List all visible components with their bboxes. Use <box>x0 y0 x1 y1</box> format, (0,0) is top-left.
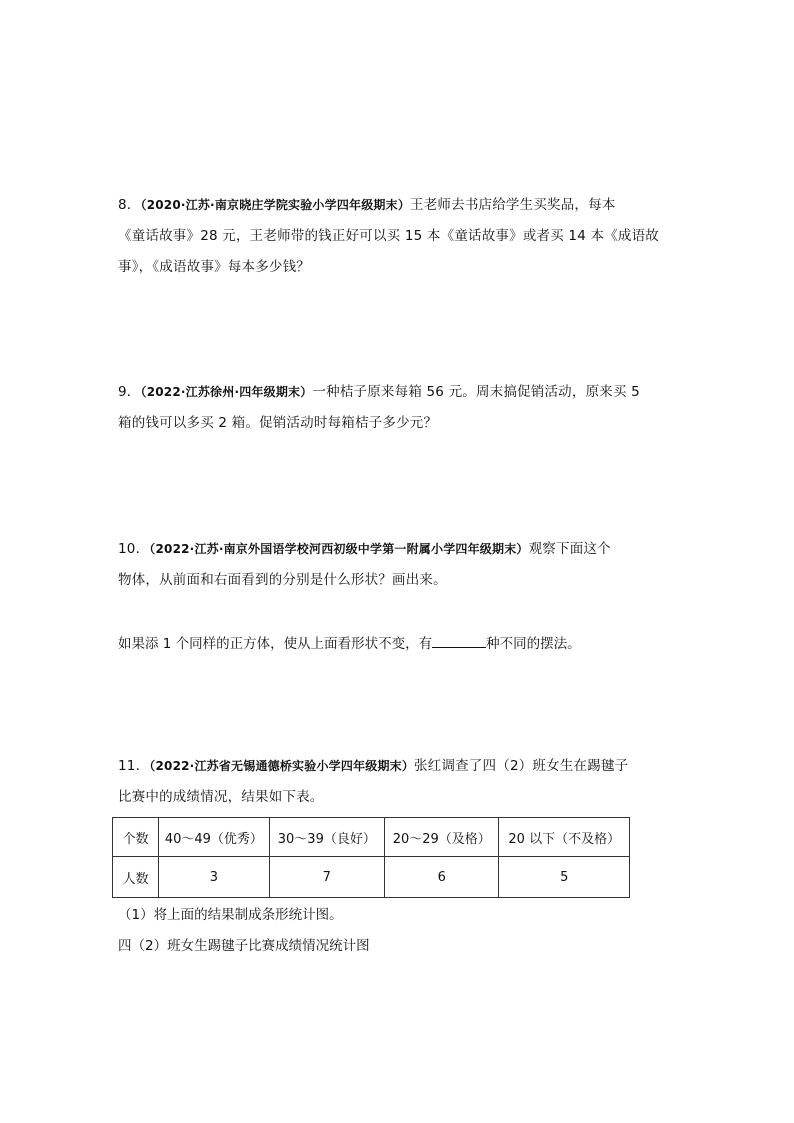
answer-blank[interactable] <box>432 633 486 648</box>
question-8-number: 8． <box>118 197 141 213</box>
question-8 <box>118 190 678 283</box>
table-header-cell: 30～39（良好） <box>269 818 384 857</box>
question-10-number: 10． <box>118 541 150 557</box>
question-9-number: 9． <box>118 384 141 400</box>
question-10-text-1: 观察下面这个 <box>528 541 611 557</box>
question-10 <box>118 534 678 596</box>
table-cell: 6 <box>385 857 499 898</box>
fill-text-before: 如果添 1 个同样的正方体，使从上面看形状不变，有 <box>118 636 433 652</box>
question-11 <box>118 751 678 813</box>
question-11-source: （2022·江苏省无锡通德桥实验小学四年级期末） <box>149 759 415 773</box>
question-9 <box>118 377 678 439</box>
table-header-cell: 40～49（优秀） <box>159 818 269 857</box>
question-9-source: （2022·江苏徐州·四年级期末） <box>140 385 313 399</box>
question-8-line-1 <box>118 190 678 221</box>
question-10-fill-line <box>118 630 581 658</box>
score-table <box>112 817 630 898</box>
question-11-line-1 <box>118 751 678 782</box>
question-9-line-2: 箱的钱可以多买 2 箱。促销活动时每箱桔子多少元？ <box>118 415 438 431</box>
question-11-line-2: 比赛中的成绩情况，结果如下表。 <box>118 789 324 805</box>
question-8-line-2: 《童话故事》28 元，王老师带的钱正好可以买 15 本《童话故事》或者买 14 本《成语故 <box>118 228 659 244</box>
fill-text-after: 种不同的摆法。 <box>486 636 581 652</box>
table-header-cell: 20 以下（不及格） <box>499 818 630 857</box>
question-10-line-2: 物体，从前面和右面看到的分别是什么形状？画出来。 <box>118 572 447 588</box>
question-8-text-1: 王老师去书店给学生买奖品，每本 <box>410 197 616 213</box>
question-10-line-1 <box>118 534 678 565</box>
question-9-text-1: 一种桔子原来每箱 56 元。周末搞促销活动，原来买 5 <box>312 384 640 400</box>
table-header-cell: 20～29（及格） <box>385 818 499 857</box>
table-cell: 人数 <box>113 857 159 898</box>
question-10-source: （2022·江苏·南京外国语学校河西初级中学第一附属小学四年级期末） <box>149 542 529 556</box>
table-header-row <box>113 818 630 857</box>
question-11-number: 11． <box>118 758 150 774</box>
table-row <box>113 857 630 898</box>
question-9-line-1 <box>118 377 678 408</box>
question-11-text-1: 张红调查了四（2）班女生在踢毽子 <box>414 758 629 774</box>
table-cell: 3 <box>159 857 269 898</box>
table-header-cell: 个数 <box>113 818 159 857</box>
table-cell: 7 <box>269 857 384 898</box>
question-8-source: （2020·江苏·南京晓庄学院实验小学四年级期末） <box>140 198 411 212</box>
question-8-line-3: 事》，《成语故事》每本多少钱？ <box>118 259 310 275</box>
sub-question-1: （1）将上面的结果制成条形统计图。 <box>118 907 343 923</box>
table-cell: 5 <box>499 857 630 898</box>
chart-title: 四（2）班女生踢毽子比赛成绩情况统计图 <box>118 938 370 954</box>
